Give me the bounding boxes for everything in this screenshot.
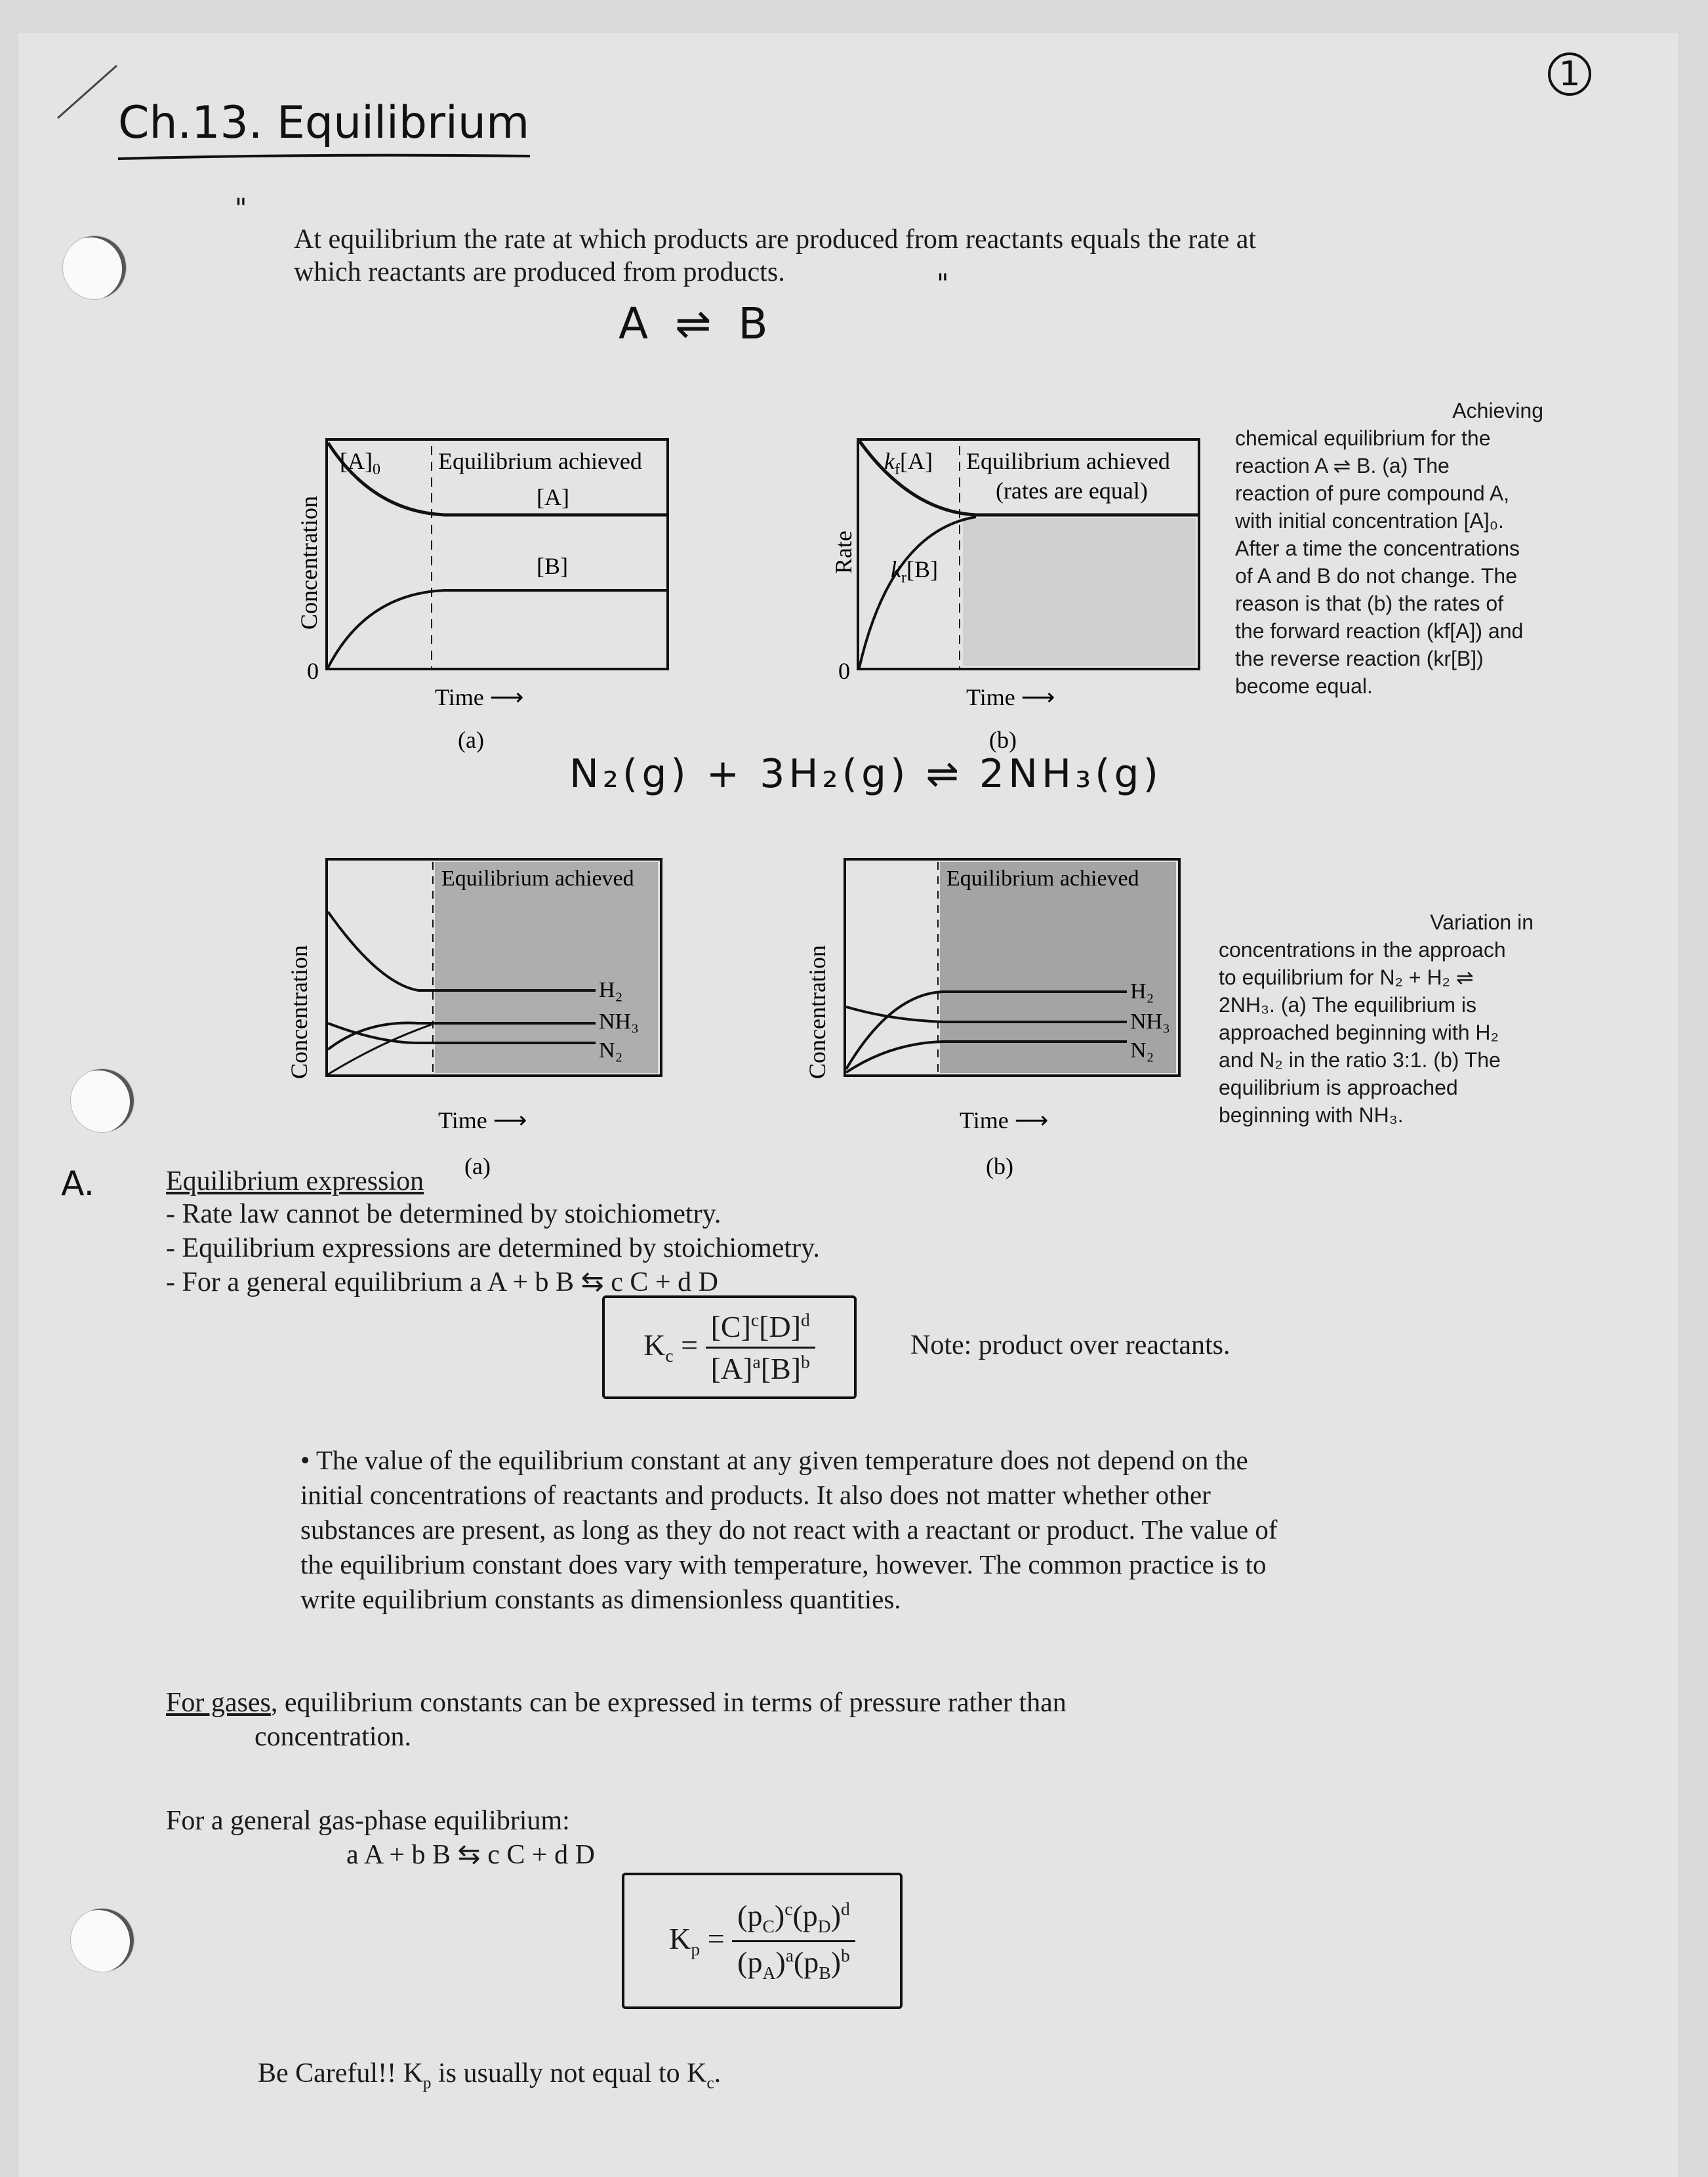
zero-label: 0 [838,658,850,684]
curve-reverse [859,517,976,668]
kc-fraction [706,1309,815,1386]
noise-region [963,518,1196,666]
equilibrium-label-2: (rates are equal) [996,478,1148,504]
kr-label: $k_r[B]$ [891,556,938,586]
h2-label: H₂ [599,978,623,1002]
a0-label: $[A]_0$ [340,448,380,478]
nh3-label: NH₃ [599,1009,639,1034]
curve-b [328,590,668,668]
section-heading: Equilibrium expression [166,1166,424,1196]
figure1-panel-a [281,400,701,754]
quote-open: " [235,193,247,224]
kp-denominator: $(p_A)^a(p_B)^b$ [737,1945,850,1983]
title-underline [117,151,537,164]
line-b-label: [B] [537,553,568,579]
kc-lhs: $K_c$ = [643,1328,706,1366]
punch-hole-bottom [71,1909,134,1972]
bullet-item: - Equilibrium expressions are determined by stoichiometry. [166,1233,820,1263]
n2-label: N₂ [1130,1038,1154,1063]
document-page [18,33,1678,2177]
curve-rise [328,1025,432,1074]
kp-fraction [732,1898,855,1983]
kp-lhs: $K_p$ = [669,1922,733,1960]
kc-denominator: $[A]^a[B]^b$ [710,1351,810,1385]
panel-label: (a) [464,1153,491,1179]
corner-pencil-mark [45,59,123,138]
panel-label: (b) [989,727,1017,753]
page-title: Ch.13. Equilibrium [118,97,530,149]
figure1-caption: Achieving chemical equilibrium for the reaction A ⇌ B. (a) The reaction of pure compound A, with initial concentration [A]₀. After a time the concentrations of A and B do not change. The reason is that (b) the rates of the forward reaction (kf[A]) and the reverse reaction (kr[B]) become equal. [1235,399,1543,698]
figure1-panel-b [799,400,1219,754]
y-axis-label: Rate [830,531,857,574]
y-axis-label: Concentration [804,945,830,1079]
page-number: 1 [1548,52,1591,96]
reaction-a-b: A ⇌ B [619,298,775,349]
kc-numerator: $[C]^c[D]^d$ [706,1309,815,1349]
figure2-panel-b [799,853,1219,1187]
section-marker: A. [61,1164,95,1204]
h2-label: H₂ [1130,979,1154,1004]
gases-line-cont: concentration. [254,1722,412,1752]
note-text: Note: product over reactants. [910,1330,1230,1360]
zero-label: 0 [307,658,319,684]
y-axis-label: Concentration [296,496,322,630]
gas-phase-intro: For a general gas-phase equilibrium: [166,1806,570,1836]
kp-numerator: $(p_C)^c(p_D)^d$ [732,1898,855,1942]
punch-hole-middle [71,1069,134,1132]
intro-text: At equilibrium the rate at which products are produced from reactants equals the rate at which reactants are produced from products. [294,224,1257,287]
y-axis-label: Concentration [286,945,312,1079]
x-axis-label: Time ⟶ [438,1107,527,1133]
punch-hole-top [63,236,126,299]
be-careful-note: Be Careful!! $K_p$ is usually not equal to $K_c$. [258,2058,722,2092]
panel-label: (a) [458,727,484,753]
figure2-caption: Variation in concentrations in the approach to equilibrium for N₂ + H₂ ⇌ 2NH₃. (a) The equilibrium is approached beginning with H₂ and N₂ in the ratio 3:1. (b) The equilibrium is approached beginning with NH₃. [1219,910,1534,1127]
x-axis-label: Time ⟶ [435,684,524,710]
equilibrium-label: Equilibrium achieved [946,866,1139,891]
quote-close: " [937,269,949,299]
gases-line: For gases, equilibrium constants can be expressed in terms of pressure rather than [166,1688,1067,1718]
x-axis-label: Time ⟶ [966,684,1055,710]
reaction-nh3: N₂(g) + 3H₂(g) ⇌ 2NH₃(g) [569,751,1163,797]
noise-region [435,862,658,1073]
equilibrium-label: Equilibrium achieved [438,448,642,474]
bullet-item: - For a general equilibrium a A + b B ⇆ c C + d D [166,1267,718,1297]
bullet-list [166,1197,820,1299]
figure2-panel-a [281,853,701,1187]
gas-phase-reaction: a A + b B ⇆ c C + d D [346,1840,595,1870]
equilibrium-label: Equilibrium achieved [966,448,1170,474]
equilibrium-constant-paragraph: • The value of the equilibrium constant at any given temperature does not depend on the initial concentrations of reactants and products. It also does not matter whether other substances are present, as long as they do not react with a reactant or product. The value of the equilibrium constant does vary with temperature, however. The common practice is to write equilibrium constants as dimensionless quantities. [300,1445,1278,1614]
kc-expression-box [602,1295,857,1399]
kp-expression-box [622,1873,903,2009]
panel-label: (b) [986,1153,1013,1179]
line-a-label: [A] [537,484,569,510]
equilibrium-label: Equilibrium achieved [441,866,634,891]
bullet-item: - Rate law cannot be determined by stoichiometry. [166,1199,722,1229]
nh3-label: NH₃ [1130,1009,1170,1034]
kf-label: $k_f[A]$ [884,448,933,478]
n2-label: N₂ [599,1038,623,1063]
x-axis-label: Time ⟶ [960,1107,1049,1133]
